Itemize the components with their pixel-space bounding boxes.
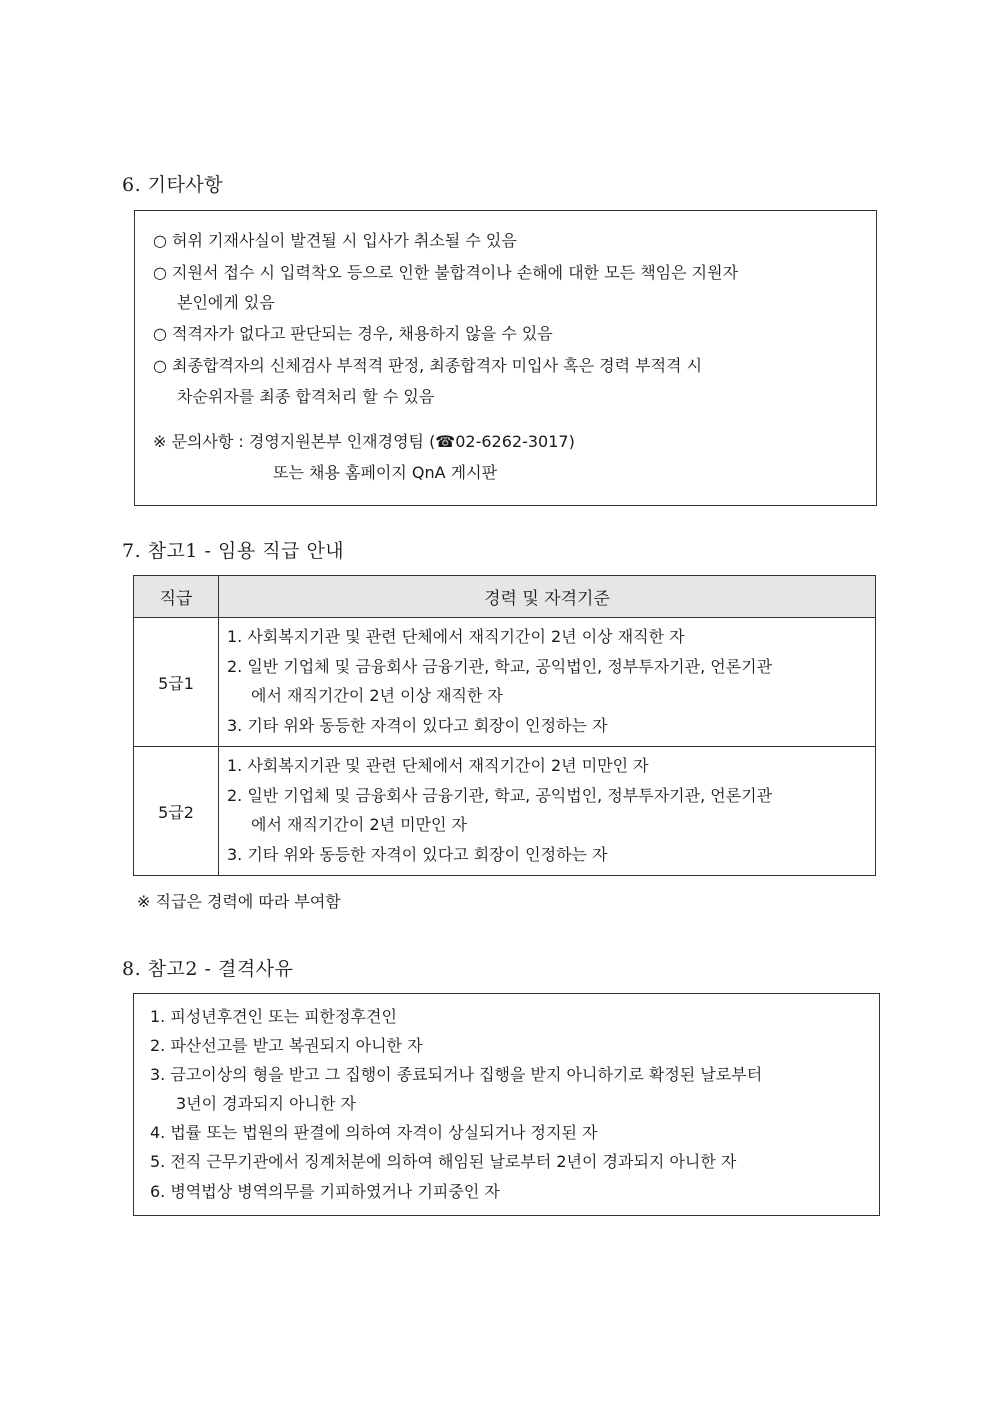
note-item: ○ 지원서 접수 시 입력착오 등으로 인한 불합격이나 손해에 대한 모든 책임은 지원자	[153, 263, 739, 282]
header-criteria: 경력 및 자격기준	[219, 576, 876, 618]
table-header-row	[134, 576, 876, 618]
disqualification-item-continuation: 3년이 경과되지 아니한 자	[176, 1094, 356, 1113]
grade-cell: 5급2	[134, 747, 219, 876]
disqualification-item: 6. 병역법상 병역의무를 기피하였거나 기피중인 자	[150, 1182, 500, 1201]
disqualification-item: 2. 파산선고를 받고 복권되지 아니한 자	[150, 1036, 423, 1055]
disqualification-box	[133, 993, 880, 1216]
other-notes-box	[134, 210, 877, 506]
criteria-line: 3. 기타 위와 동등한 자격이 있다고 회장이 인정하는 자	[227, 845, 608, 864]
note-item-continuation: 본인에게 있음	[177, 293, 275, 312]
criteria-cell	[219, 618, 876, 747]
criteria-cell	[219, 747, 876, 876]
table-row	[134, 618, 876, 747]
note-item: ○ 허위 기재사실이 발견될 시 입사가 취소될 수 있음	[153, 231, 517, 250]
note-item-continuation: 차순위자를 최종 합격처리 할 수 있음	[177, 387, 435, 406]
grade-table	[133, 575, 876, 876]
criteria-line: 1. 사회복지기관 및 관련 단체에서 재직기간이 2년 이상 재직한 자	[227, 627, 685, 646]
grade-note: ※ 직급은 경력에 따라 부여함	[137, 892, 341, 911]
disqualification-item: 1. 피성년후견인 또는 피한정후견인	[150, 1007, 397, 1026]
grade-cell: 5급1	[134, 618, 219, 747]
section-8-title: 8. 참고2 - 결격사유	[122, 958, 294, 980]
criteria-line: 2. 일반 기업체 및 금융회사 금융기관, 학교, 공익법인, 정부투자기관, 언론기관	[227, 786, 773, 805]
table-row	[134, 747, 876, 876]
disqualification-item: 5. 전직 근무기관에서 징계처분에 의하여 해임된 날로부터 2년이 경과되지 아니한 자	[150, 1152, 737, 1171]
section-6-title: 6. 기타사항	[122, 174, 224, 196]
section-7-title: 7. 참고1 - 임용 직급 안내	[122, 540, 345, 562]
header-grade: 직급	[134, 576, 219, 618]
criteria-line: 2. 일반 기업체 및 금융회사 금융기관, 학교, 공익법인, 정부투자기관, 언론기관	[227, 657, 773, 676]
contact-info-continuation: 또는 채용 홈페이지 QnA 게시판	[273, 463, 498, 482]
disqualification-item: 3. 금고이상의 형을 받고 그 집행이 종료되거나 집행을 받지 아니하기로 확정된 날로부터	[150, 1065, 763, 1084]
criteria-line: 3. 기타 위와 동등한 자격이 있다고 회장이 인정하는 자	[227, 716, 608, 735]
criteria-line-continuation: 에서 재직기간이 2년 이상 재직한 자	[251, 686, 503, 705]
contact-info: ※ 문의사항 : 경영지원본부 인재경영팀 (☎02-6262-3017)	[153, 432, 575, 451]
note-item: ○ 적격자가 없다고 판단되는 경우, 채용하지 않을 수 있음	[153, 324, 553, 343]
criteria-line-continuation: 에서 재직기간이 2년 미만인 자	[251, 815, 467, 834]
disqualification-item: 4. 법률 또는 법원의 판결에 의하여 자격이 상실되거나 정지된 자	[150, 1123, 598, 1142]
criteria-line: 1. 사회복지기관 및 관련 단체에서 재직기간이 2년 미만인 자	[227, 756, 649, 775]
note-item: ○ 최종합격자의 신체검사 부적격 판정, 최종합격자 미입사 혹은 경력 부적격 시	[153, 356, 703, 375]
